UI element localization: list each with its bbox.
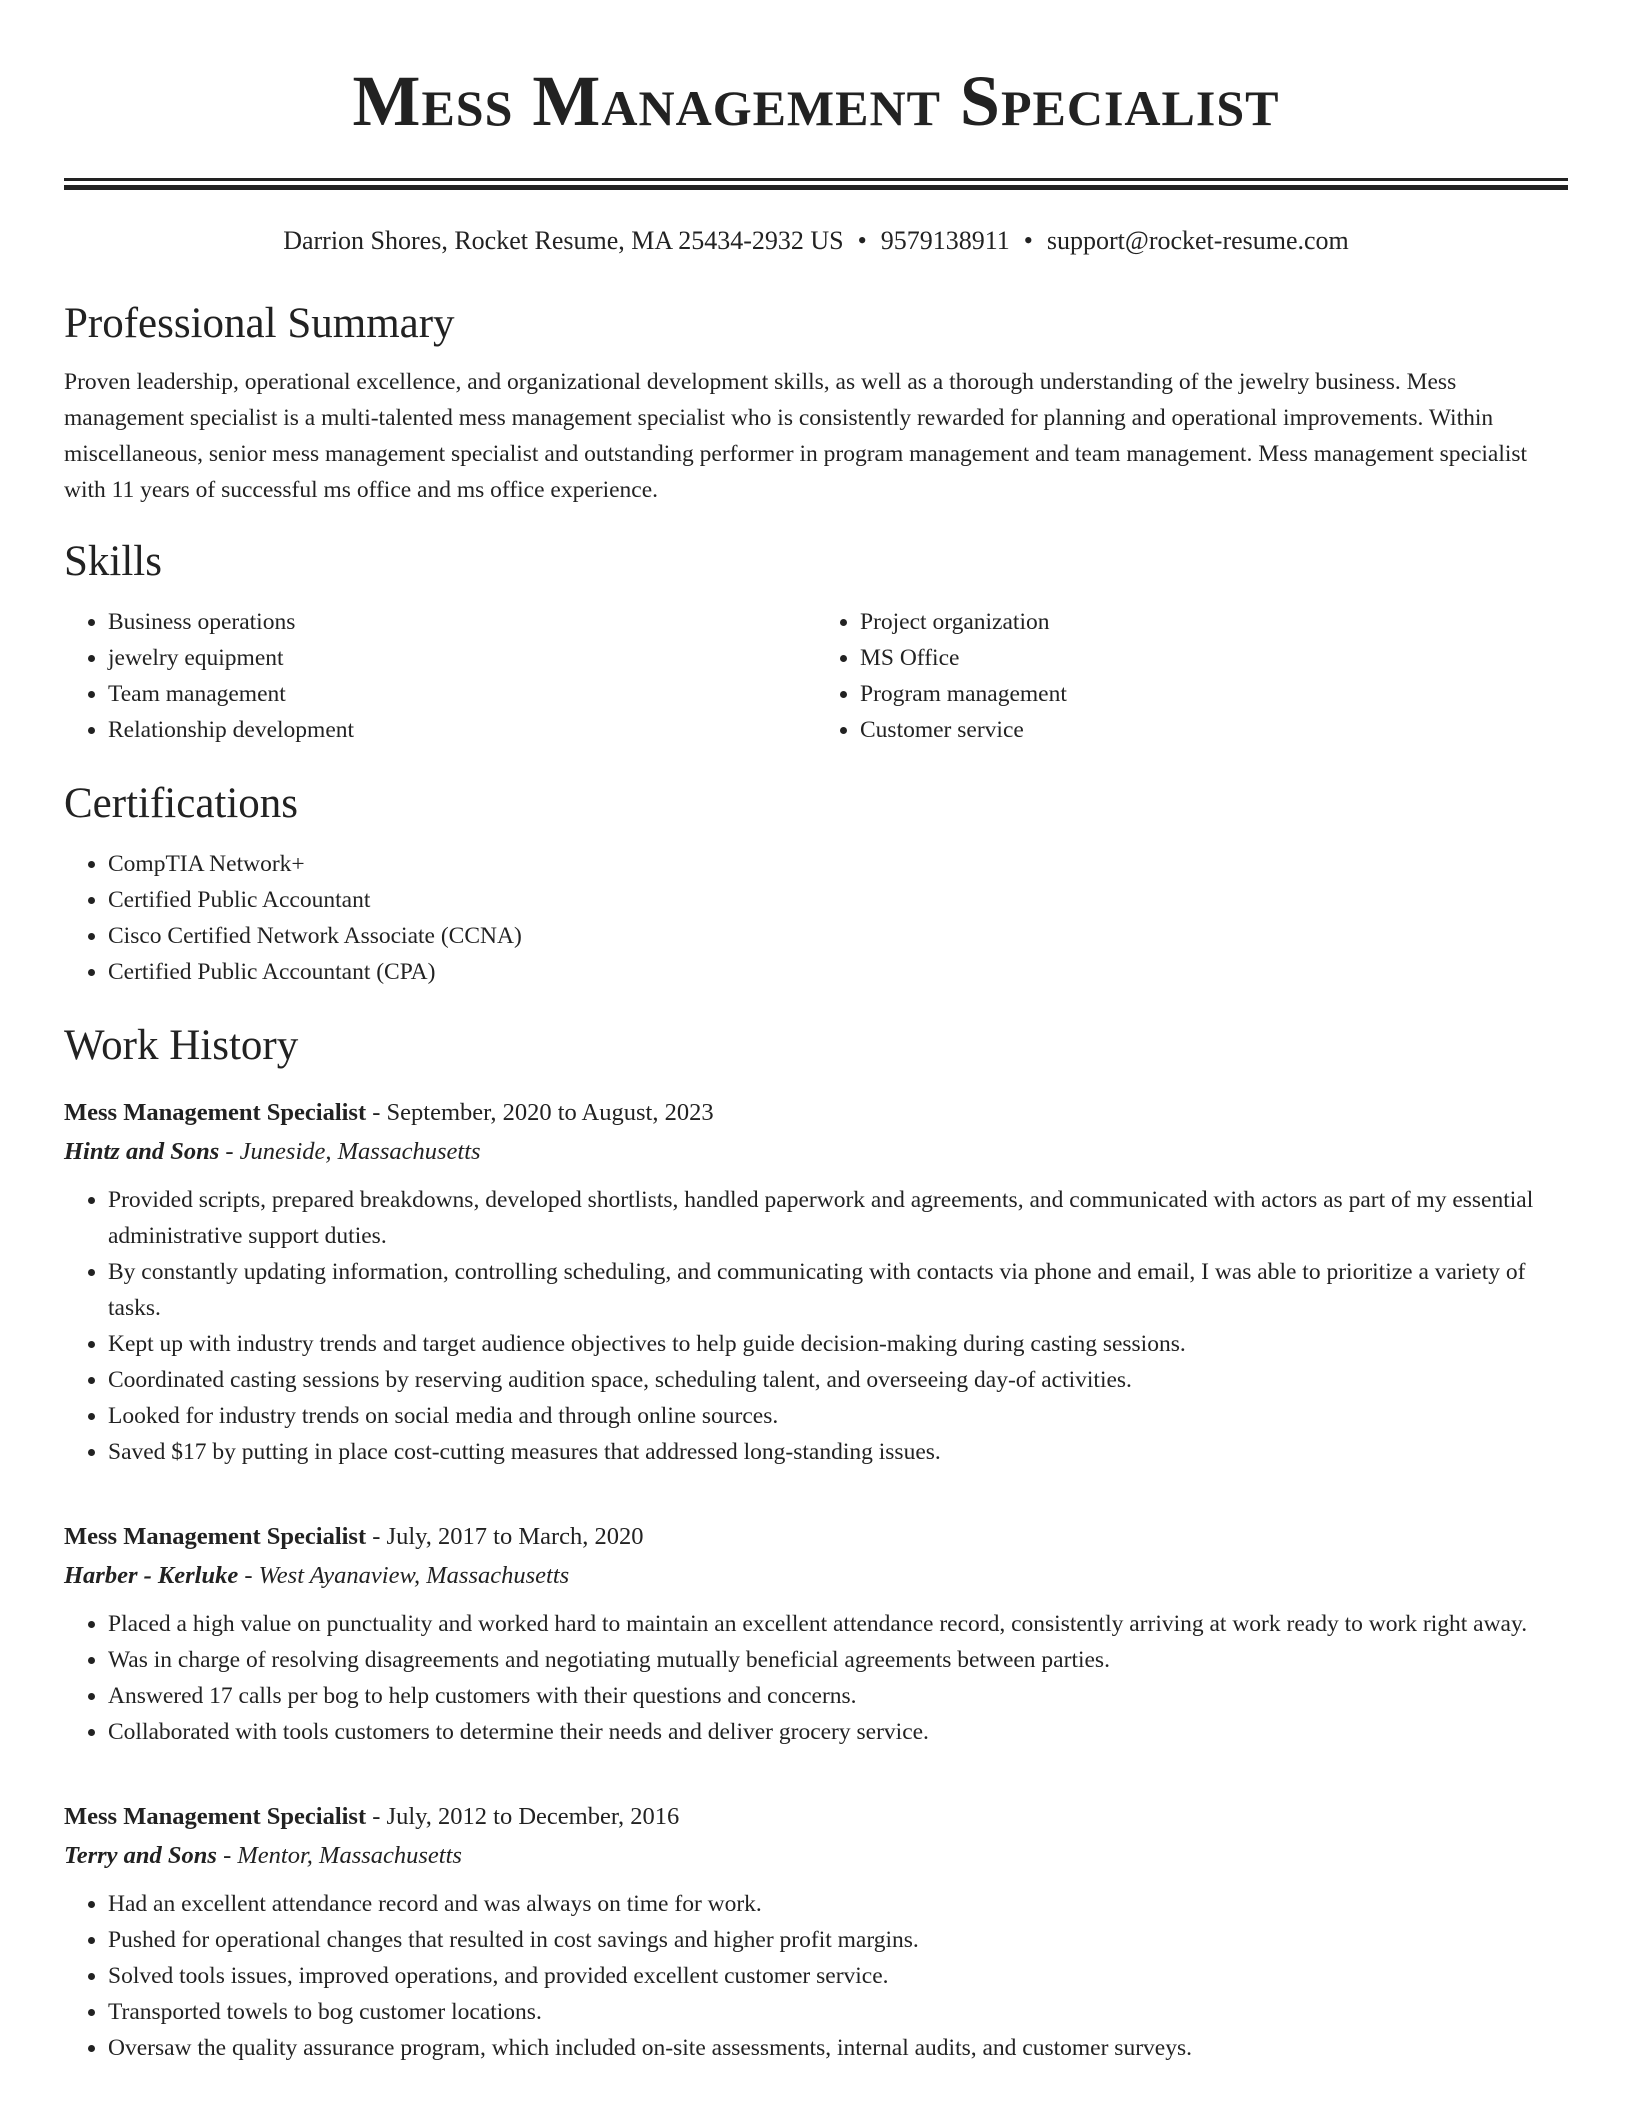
job-role: Mess Management Specialist [64, 1523, 367, 1550]
duty-item: • Collaborated with tools customers to determine their needs and deliver grocery service. [108, 1714, 1568, 1750]
resume-title: Mess Management Specialist [352, 61, 1280, 141]
job-role: Mess Management Specialist [64, 1099, 367, 1126]
skill-item: • Customer service [860, 712, 1568, 748]
contact-separator: • [857, 226, 867, 255]
duty-item: • Solved tools issues, improved operations, and provided excellent customer service. [108, 1958, 1568, 1994]
skill-item: • Team management [108, 676, 816, 712]
skill-item: • MS Office [860, 640, 1568, 676]
job-company: Harber - Kerluke [64, 1562, 239, 1589]
contact-separator: • [1023, 226, 1033, 255]
summary-text: Proven leadership, operational excellence, and organizational development skills, as well as a thorough understanding of the jewelry business. Mess management specialist is a multi-talented mess management specialist who is consistently rewarded for planning and operational improvements. Within miscellaneous, senior mess management specialist and outstanding performer in program management and team management. Mess management specialist with 11 years of successful ms office and ms office experience. [64, 369, 1528, 503]
job-title-line: Mess Management Specialist - July, 2012 to December, 2016 [64, 1803, 680, 1830]
duty-item: • Provided scripts, prepared breakdowns, developed shortlists, handled paperwork and agreements, and communicated with actors as part of my essential administrative support duties. [108, 1182, 1568, 1254]
job-company: Terry and Sons [64, 1842, 217, 1869]
job-company-line: Terry and Sons - Mentor, Massachusetts [64, 1842, 462, 1869]
duty-item: • Oversaw the quality assurance program, which included on-site assessments, internal audits, and customer surveys. [108, 2030, 1568, 2066]
job-role: Mess Management Specialist [64, 1803, 367, 1830]
skills-heading: Skills [64, 538, 162, 585]
duty-item: • Looked for industry trends on social media and through online sources. [108, 1398, 1568, 1434]
resume-page [64, 0, 1568, 2066]
skill-item: • Project organization [860, 604, 1568, 640]
job-company: Hintz and Sons [64, 1138, 220, 1165]
skill-item: • jewelry equipment [108, 640, 816, 676]
job-location: Juneside, Massachusetts [239, 1138, 481, 1165]
contact-address: Darrion Shores, Rocket Resume, MA 25434-2932 US [283, 226, 844, 255]
certification-item: • Certified Public Accountant (CPA) [108, 954, 1568, 990]
skill-item: • Program management [860, 676, 1568, 712]
duty-item: • Was in charge of resolving disagreements and negotiating mutually beneficial agreements between parties. [108, 1642, 1568, 1678]
duty-item: • By constantly updating information, controlling scheduling, and communicating with contacts via phone and email, I was able to prioritize a variety of tasks. [108, 1254, 1568, 1326]
job-location: Mentor, Massachusetts [237, 1842, 462, 1869]
skill-item: • Business operations [108, 604, 816, 640]
job-company-line: Harber - Kerluke - West Ayanaview, Massachusetts [64, 1562, 570, 1589]
duty-item: • Had an excellent attendance record and was always on time for work. [108, 1886, 1568, 1922]
job-title-line: Mess Management Specialist - September, 2020 to August, 2023 [64, 1099, 714, 1126]
contact-email: support@rocket-resume.com [1046, 226, 1349, 255]
contact-phone: 9579138911 [880, 226, 1010, 255]
title-divider [64, 178, 1568, 190]
duty-item: • Kept up with industry trends and target audience objectives to help guide decision-making during casting sessions. [108, 1326, 1568, 1362]
skills-list [64, 604, 1568, 748]
job-location: West Ayanaview, Massachusetts [258, 1562, 570, 1589]
certifications-heading: Certifications [64, 780, 299, 827]
duty-item: • Answered 17 calls per bog to help customers with their questions and concerns. [108, 1678, 1568, 1714]
job-dates: July, 2012 to December, 2016 [386, 1803, 680, 1830]
duty-item: • Pushed for operational changes that resulted in cost savings and higher profit margins. [108, 1922, 1568, 1958]
job-company-line: Hintz and Sons - Juneside, Massachusetts [64, 1138, 481, 1165]
duty-item: • Saved $17 by putting in place cost-cutting measures that addressed long-standing issues. [108, 1434, 1568, 1470]
job-dates: July, 2017 to March, 2020 [386, 1523, 644, 1550]
job-duties [64, 1886, 1568, 2066]
duty-item: • Placed a high value on punctuality and worked hard to maintain an excellent attendance record, consistently arriving at work ready to work right away. [108, 1606, 1568, 1642]
job-entry [64, 1518, 1568, 1750]
skills-column-right [816, 604, 1568, 748]
duty-item: • Transported towels to bog customer locations. [108, 1994, 1568, 2030]
skills-column-left [64, 604, 816, 748]
job-entry [64, 1094, 1568, 1470]
summary-heading: Professional Summary [64, 300, 455, 347]
work-history-heading: Work History [64, 1022, 299, 1069]
skill-item: • Relationship development [108, 712, 816, 748]
job-duties [64, 1182, 1568, 1470]
job-duties [64, 1606, 1568, 1750]
job-dates: September, 2020 to August, 2023 [386, 1099, 714, 1126]
certification-item: • Cisco Certified Network Associate (CCNA) [108, 918, 1568, 954]
certification-item: • Certified Public Accountant [108, 882, 1568, 918]
duty-item: • Coordinated casting sessions by reserving audition space, scheduling talent, and overseeing day-of activities. [108, 1362, 1568, 1398]
certifications-list [64, 846, 1568, 990]
job-title-line: Mess Management Specialist - July, 2017 to March, 2020 [64, 1523, 644, 1550]
certification-item: • CompTIA Network+ [108, 846, 1568, 882]
contact-line [64, 224, 1568, 258]
job-entry [64, 1798, 1568, 2066]
